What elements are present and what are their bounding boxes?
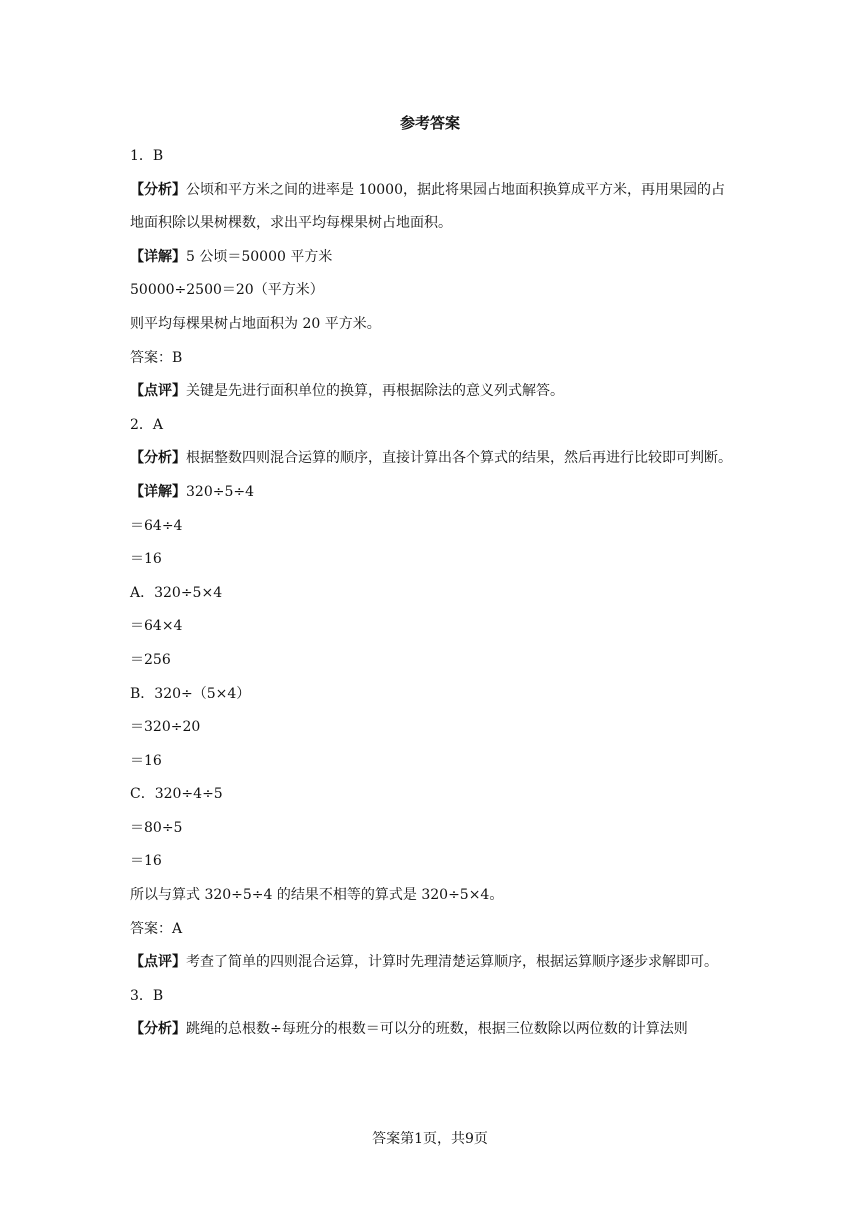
q2-analysis-tag: 【分析】 [130,450,186,467]
q2-comment-tag: 【点评】 [130,954,186,971]
q2-comment-text: 考查了简单的四则混合运算，计算时先理清楚运算顺序，根据运算顺序逐步求解即可。 [186,954,718,971]
q2-option-b: B．320÷（5×4） [130,685,251,702]
q2-detail-text: 320÷5÷4 [186,483,254,500]
q2-detail-tag: 【详解】 [130,483,186,500]
q1-answer-line: 1．B [130,148,164,164]
q2-option-b-step-1: ＝320÷20 [130,719,201,736]
q2-option-a-step-1: ＝64×4 [130,618,183,635]
q2-analysis [130,442,735,476]
q2-answer: 答案：A [130,920,183,937]
q3-analysis-tag: 【分析】 [130,1021,186,1038]
q1-step-1: 50000÷2500＝20（平方米） [130,282,324,299]
q2-option-a-step-2: ＝256 [130,651,171,668]
q1-detail-tag: 【详解】 [130,248,186,265]
q1-comment-text: 关键是先进行面积单位的换算，再根据除法的意义列式解答。 [186,383,564,400]
q1-step-2: 则平均每棵果树占地面积为 20 平方米。 [130,315,381,332]
page-footer: 答案第1页，共9页 [372,1131,488,1147]
page-title: 参考答案 [399,114,460,132]
q2-answer-line: 2．A [130,416,164,433]
q1-detail-text: 5 公顷＝50000 平方米 [186,248,333,265]
q2-step-2: ＝16 [130,551,162,568]
q2-comment [130,946,735,980]
q2-option-a: A．320÷5×4 [130,584,223,601]
answer-content [130,140,735,1047]
q2-conclusion: 所以与算式 320÷5÷4 的结果不相等的算式是 320÷5×4。 [130,887,504,904]
q1-analysis-tag: 【分析】 [130,181,186,198]
q1-detail [130,241,735,275]
q2-option-c-step-2: ＝16 [130,853,162,870]
q1-answer: 答案：B [130,349,183,366]
q3-analysis-text: 跳绳的总根数÷每班分的根数＝可以分的班数，根据三位数除以两位数的计算法则 [186,1021,688,1038]
q2-analysis-text: 根据整数四则混合运算的顺序，直接计算出各个算式的结果，然后再进行比较即可判断。 [186,450,732,467]
q2-option-c: C．320÷4÷5 [130,786,223,803]
q2-option-c-step-1: ＝80÷5 [130,819,183,836]
q1-analysis [130,174,735,241]
q2-detail [130,476,735,510]
q1-comment [130,375,735,409]
q2-step-1: ＝64÷4 [130,517,183,534]
q2-option-b-step-2: ＝16 [130,752,162,769]
q3-analysis [130,1013,735,1047]
q3-answer-line: 3．B [130,987,164,1004]
q1-comment-tag: 【点评】 [130,383,186,400]
q1-analysis-text: 公顷和平方米之间的进率是 10000，据此将果园占地面积换算成平方米，再用果园的占地面积除以果树棵数，求出平均每棵果树占地面积。 [130,181,725,232]
